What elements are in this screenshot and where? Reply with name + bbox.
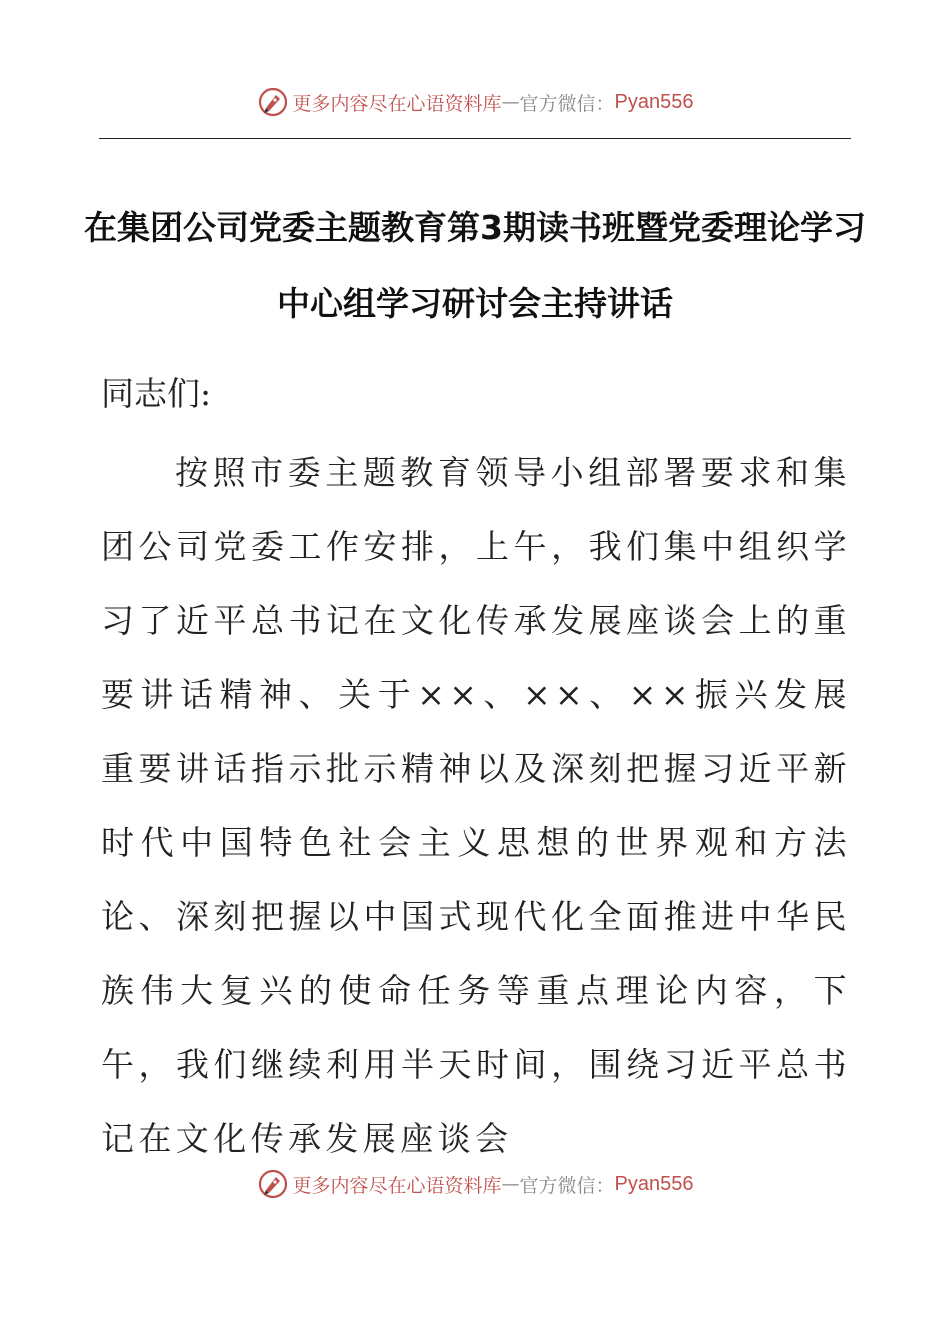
body-paragraph: 按照市委主题教育领导小组部署要求和集团公司党委工作安排，上午，我们集中组织学习了近平总书记在文化传承发展座谈会上的重要讲话精神、关于××、××、××振兴发展重要讲话指示批示精神以及深刻把握习近平新时代中国特色社会主义思想的世界观和方法论、深刻把握以中国式现代化全面推进中华民族伟大复兴的使命任务等重点理论内容，下午，我们继续利用半天时间，围绕习近平总书记在文化传承发展座谈会 bbox=[101, 453, 851, 1158]
footer-banner bbox=[0, 1164, 950, 1204]
banner-text: 更多内容尽在心语资料库 bbox=[292, 92, 502, 115]
banner-text: 更多内容尽在心语资料库 bbox=[292, 1174, 502, 1197]
header-divider bbox=[99, 138, 851, 139]
banner-dash: — bbox=[501, 1173, 520, 1195]
banner-wechat-label: 官方微信： bbox=[519, 1174, 615, 1197]
document-title: 在集团公司党委主题教育第3期读书班暨党委理论学习中心组学习研讨会主持讲话 bbox=[84, 208, 866, 323]
banner-dash: — bbox=[501, 91, 520, 113]
banner-wechat-label: 官方微信： bbox=[519, 92, 615, 115]
banner-wechat-id: Pyan556 bbox=[614, 1172, 694, 1195]
salutation: 同志们: bbox=[101, 374, 212, 413]
pen-nib-logo-icon bbox=[257, 86, 289, 118]
banner-wechat-id: Pyan556 bbox=[614, 90, 694, 113]
header-banner bbox=[0, 82, 950, 122]
pen-nib-logo-icon bbox=[257, 1168, 289, 1200]
